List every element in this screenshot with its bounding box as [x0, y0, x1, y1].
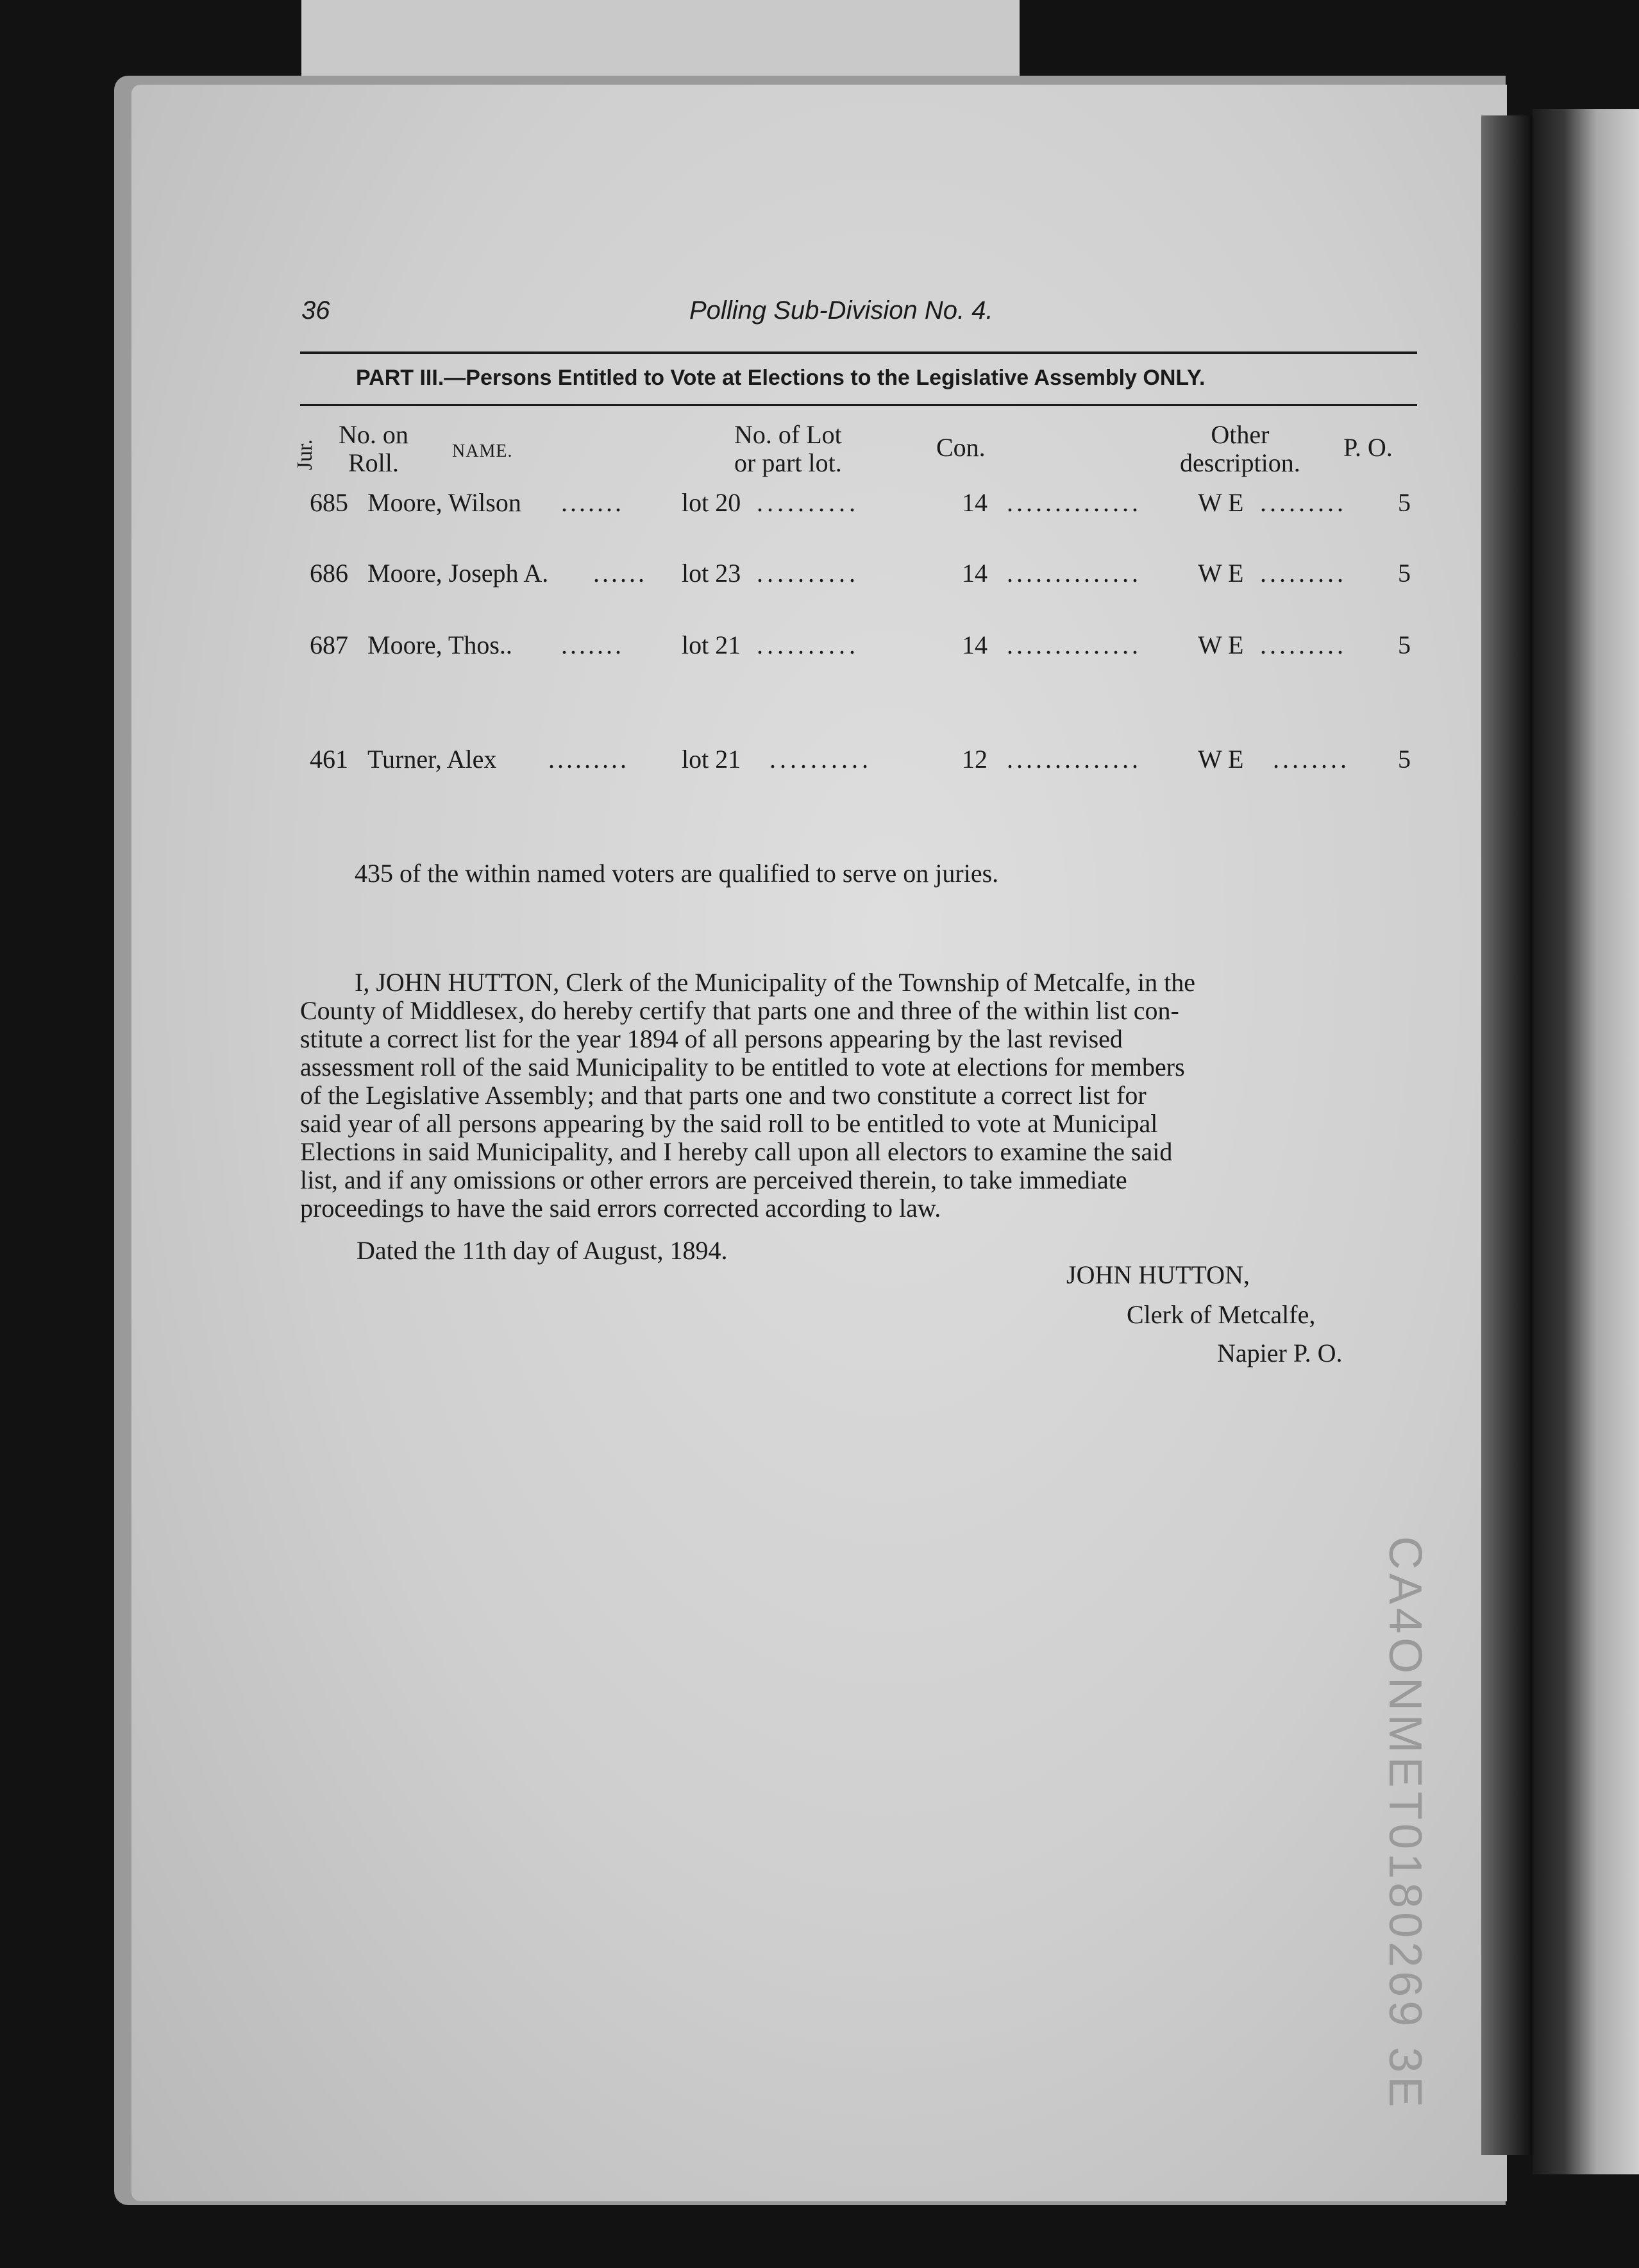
part-title: PART III.—Persons Entitled to Vote at Elections to the Legislative Assembly ONLY. — [356, 366, 1206, 390]
margin-stamp: CA4ONMET0180269 3E — [1379, 1536, 1431, 2111]
signature-po: Napier P. O. — [1217, 1339, 1343, 1367]
column-lot: No. of Lot or part lot. — [734, 420, 842, 477]
book-gutter — [1481, 115, 1533, 2155]
column-other-description: Other description. — [1180, 420, 1300, 477]
column-jur: Jur. — [293, 439, 317, 471]
column-name: NAME. — [452, 441, 513, 461]
column-po: P. O. — [1343, 433, 1393, 462]
column-no-on-roll: No. on Roll. — [339, 420, 408, 477]
dated-line: Dated the 11th day of August, 1894. — [357, 1236, 728, 1265]
page-number: 36 — [301, 296, 330, 325]
book-top-edge — [301, 0, 1020, 77]
header-rule — [300, 351, 1417, 354]
facing-page-edge — [1533, 109, 1639, 2174]
jury-note: 435 of the within named voters are qualified to serve on juries. — [355, 859, 999, 888]
page-header-title: Polling Sub-Division No. 4. — [689, 296, 993, 325]
part-rule — [300, 404, 1417, 406]
signature-title: Clerk of Metcalfe, — [1127, 1300, 1316, 1329]
column-con: Con. — [936, 433, 986, 462]
certificate-paragraph: I, JOHN HUTTON, Clerk of the Municipality of the Township of Metcalfe, in the County of Middlesex, do hereby certify that parts one and three of the within list con- stitute a correct list for the year 1894 of all persons appearing by the last revised assessment roll of the said Municipality to be entitled to vote at elections for members of the Legislative Assembly; and that parts one and two constitute a correct list for said year of all persons appearing by the said roll to be entitled to vote at Municipal Elections in said Municipality, and I hereby call upon all electors to examine the said list, and if any omissions or other errors are perceived therein, to take immediate proceedings to have the said errors corrected according to law. — [300, 968, 1196, 1223]
signature-name: JOHN HUTTON, — [1066, 1260, 1250, 1289]
